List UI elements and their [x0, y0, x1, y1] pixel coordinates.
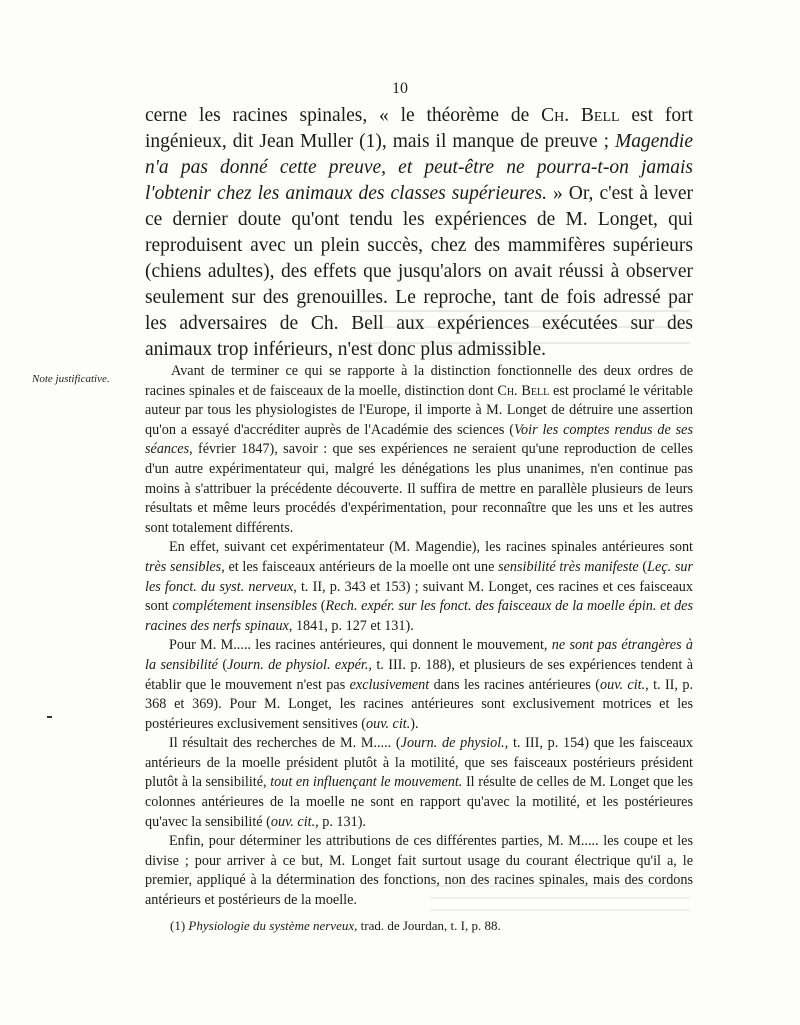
bell-name: Ch. Bell: [541, 105, 620, 126]
page-number: 10: [392, 80, 408, 97]
note-paragraph-4: Il résultait des recherches de M. M..... (Journ. de physiol., t. III, p. 154) que les faisceaux antérieurs de la moelle président plutôt à la motilité, que ses faisceaux postérieurs président plutôt à la sensibilité, tout en influençant le mouvement. Il résulte de celles de M. Longet que les colonnes antérieures de la moelle ne sont en rapport qu'avec la motilité, et les postérieures qu'avec la sensibilité (ouv. cit., p. 131).: [145, 735, 693, 830]
note-paragraph-2: En effet, suivant cet expérimentateur (M. Magendie), les racines spinales antérieures sont très sensibles, et les faisceaux antérieurs de la moelle ont une sensibilité très manifeste (Leç. sur les fonct. du syst. nerveux, t. II, p. 343 et 153) ; suivant M. Longet, ces racines et ces faisceaux sont complétement insensibles (Rech. expér. sur les fonct. des faisceaux de la moelle épin. et des racines des nerfs spinaux, 1841, p. 127 et 131).: [145, 539, 693, 634]
note-paragraph-1: Avant de terminer ce qui se rapporte à la distinction fonctionnelle des deux ordres de racines spinales et de faisceaux de la moelle, distinction dont Ch. Bell est proclamé le véritable auteur par tous les physiologistes de l'Europe, il importe à M. Longet de détruire une assertion qu'on a essayé d'accréditer auprès de l'Académie des sciences (Voir les comptes rendus de ses séances, février 1847), savoir : que ses expériences ne seraient qu'une reproduction de celles d'un autre expérimentateur qui, malgré les dénégations les plus unanimes, n'en continue pas moins à s'attribuer la précédente découverte. Il suffira de mettre en parallèle plusieurs de leurs résultats et même leurs procédés d'expérimentation, pour reconnaître que les uns et les autres sont totalement différents.: [145, 363, 693, 536]
margin-note: Note justificative.: [32, 373, 110, 385]
footnote-reference: , trad. de Jourdan, t. I, p. 88.: [354, 918, 501, 933]
footnote-title: Physiologie du système nerveux: [188, 918, 355, 933]
note-paragraph-5: Enfin, pour déterminer les attributions de ces différentes parties, M. M..... les coupe et les divise ; pour arriver à ce but, M. Longet fait surtout usage du courant électrique qu'il a, le premier, appliqué à la détermination des fonctions, non des racines spinales, mais des cordons antérieurs et postérieurs de la moelle.: [145, 833, 693, 909]
main-paragraph: [145, 103, 693, 363]
quoted-italic: Magendie n'a pas donné cette preuve, et peut-être ne pourra-t-on jamais l'obtenir chez les animaux des classes supérieures.: [145, 131, 693, 204]
margin-mark: [47, 716, 52, 718]
main-paragraph-text: cerne les racines spinales, « le théorème de Ch. Bell est fort ingénieux, dit Jean Muller (1), mais il manque de preuve ; Magendie n'a pas donné cette preuve, et peut-être ne pourra-t-on jamais l'obtenir chez les animaux des classes supérieures. » Or, c'est à lever ce dernier doute qu'ont tendu les expériences de M. Longet, qui reproduisent avec un plein succès, chez des mammifères supérieurs (chiens adultes), des effets que jusqu'alors on avait réussi à observer seulement sur des grenouilles. Le reproche, tant de fois adressé par les adversaires de Ch. Bell aux expériences exécutées sur des animaux trop inférieurs, n'est donc plus admissible.: [145, 105, 693, 360]
note-paragraph-3: Pour M. M..... les racines antérieures, qui donnent le mouvement, ne sont pas étrangères à la sensibilité (Journ. de physiol. expér., t. III. p. 188), et plusieurs de ses expériences tendent à établir que le mouvement n'est pas exclusivement dans les racines antérieures (ouv. cit., t. II, p. 368 et 369). Pour M. Longet, les racines antérieures sont exclusivement motrices et les postérieures exclusivement sensitives (ouv. cit.).: [145, 637, 693, 732]
footnote-marker: (1): [170, 918, 186, 933]
justification-note: [145, 362, 693, 911]
footnote: [170, 917, 690, 935]
